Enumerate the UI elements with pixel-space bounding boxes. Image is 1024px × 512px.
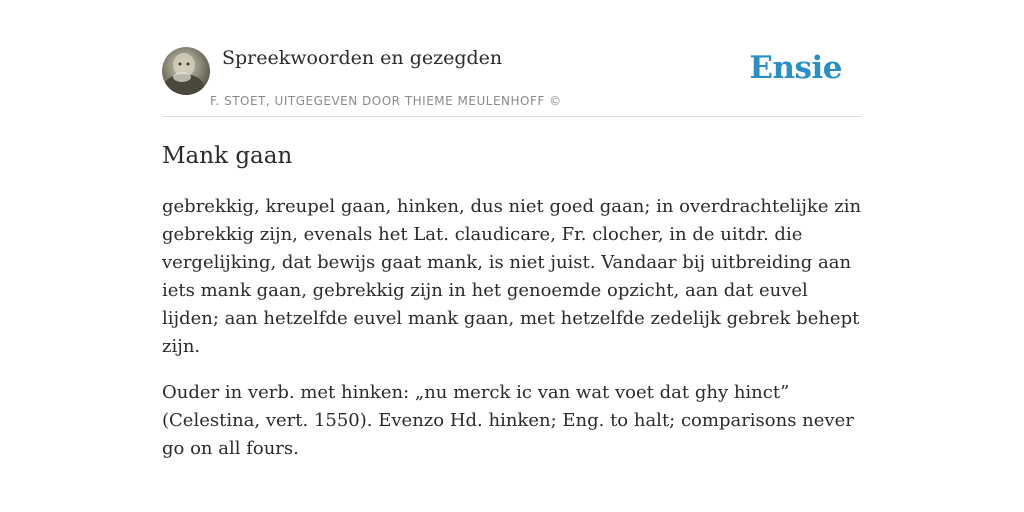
source-title-link[interactable]: Spreekwoorden en gezegden: [222, 47, 503, 69]
entry-paragraph: Ouder in verb. met hinken: „nu merck ic van wat voet dat ghy hinct” (Celestina, vert. 1550). Evenzo Hd. hinken; Eng. to halt; comparisons never go on all fours.: [162, 382, 854, 459]
entry-title: Mank gaan: [162, 143, 293, 169]
source-credit: F. STOET, UITGEGEVEN DOOR THIEME MEULENHOFF ©: [210, 94, 562, 108]
author-portrait-icon[interactable]: [162, 47, 210, 95]
source-header: [162, 46, 862, 117]
entry-card: [162, 46, 862, 463]
entry-body: [162, 193, 862, 463]
entry-paragraph: gebrekkig, kreupel gaan, hinken, dus niet goed gaan; in overdrachtelijke zin gebrekkig zijn, evenals het Lat. claudicare, Fr. clocher, in de uitdr. die vergelijking, dat bewijs gaat mank, is niet juist. Vandaar bij uitbreiding aan iets mank gaan, gebrekkig zijn in het genoemde opzicht, aan dat euvel lijden; aan hetzelfde euvel mank gaan, met hetzelfde zedelijk gebrek behept zijn.: [162, 196, 862, 357]
ensie-logo[interactable]: Ensie: [749, 50, 842, 86]
